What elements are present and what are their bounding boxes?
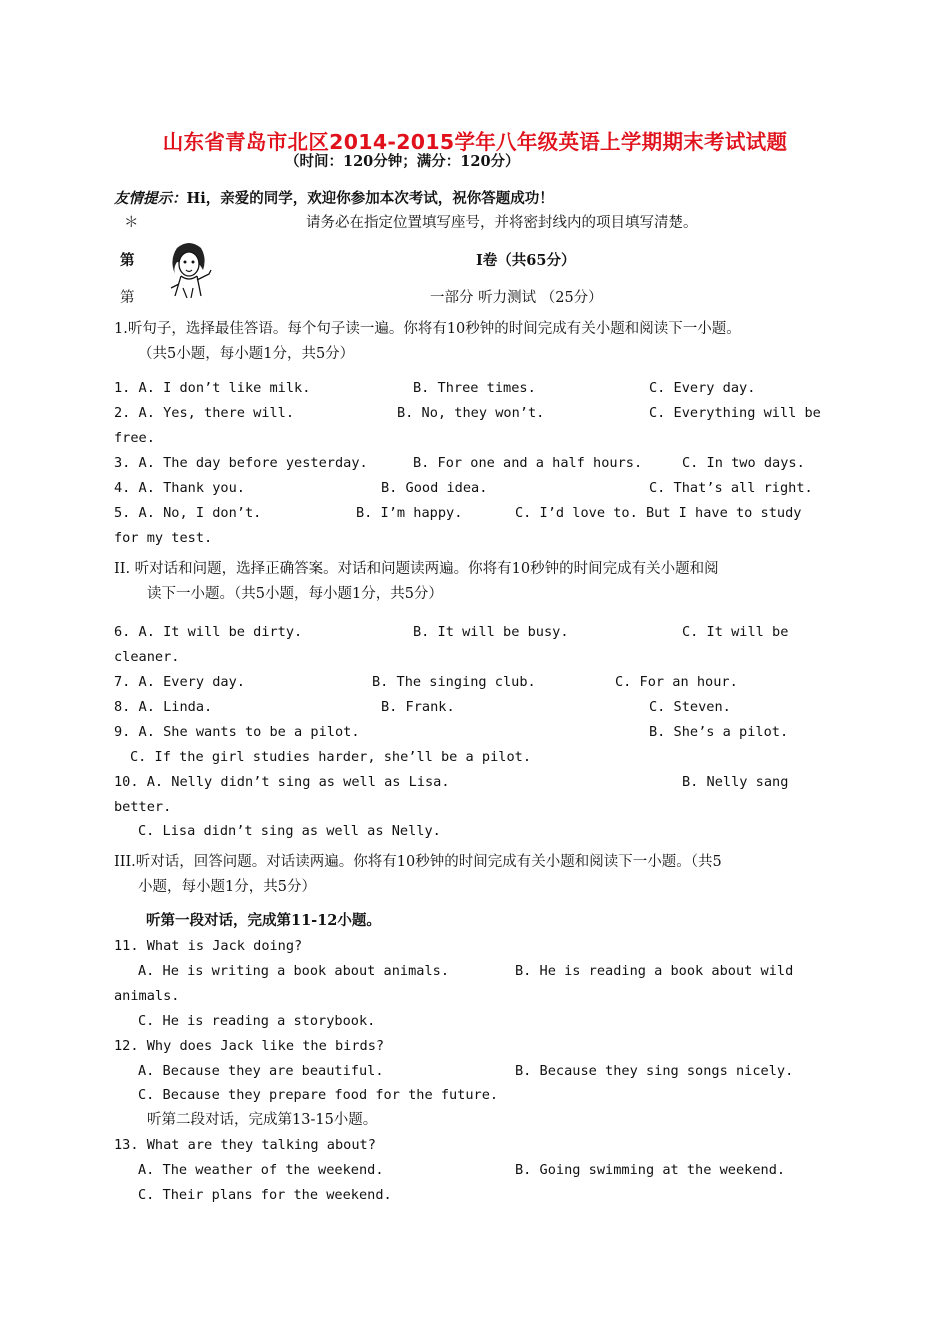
q7-option-b: B. The singing club. xyxy=(372,674,536,690)
seat-note: 请务必在指定位置填写座号，并将密封线内的项目填写清楚。 xyxy=(306,215,698,231)
q9-option-c: C. If the girl studies harder, she’ll be a pilot. xyxy=(130,749,532,765)
q10-option-a: 10. A. Nelly didn’t sing as well as Lisa. xyxy=(114,774,450,790)
q1-option-a: 1. A. I don’t like milk. xyxy=(114,380,311,396)
star-marker: ＊ xyxy=(124,215,139,231)
q12-stem: 12. Why does Jack like the birds? xyxy=(114,1038,385,1054)
q3-option-b: B. For one and a half hours. xyxy=(413,455,643,471)
q12-option-a: A. Because they are beautiful. xyxy=(138,1063,384,1079)
q11-stem: 11. What is Jack doing? xyxy=(114,938,303,954)
cartoon-girl-image xyxy=(163,240,215,298)
q8-option-a: 8. A. Linda. xyxy=(114,699,213,715)
section3-instruction: III.听对话，回答问题。对话读两遍。你将有10秒钟的时间完成有关小题和阅读下一小题。（共5 xyxy=(114,854,722,870)
q11-option-b-cont: animals. xyxy=(114,988,180,1004)
q1-option-c: C. Every day. xyxy=(649,380,756,396)
q2-option-c-cont: free. xyxy=(114,430,155,446)
q13-stem: 13. What are they talking about? xyxy=(114,1137,376,1153)
q7-option-c: C. For an hour. xyxy=(615,674,738,690)
q6-option-c: C. It will be xyxy=(682,624,789,640)
q6-option-c-cont: cleaner. xyxy=(114,649,180,665)
q8-option-c: C. Steven. xyxy=(649,699,731,715)
q12-option-c: C. Because they prepare food for the future. xyxy=(138,1087,499,1103)
friendly-tip xyxy=(114,190,554,208)
exam-title: 山东省青岛市北区2014-2015学年八年级英语上学期期末考试试题 xyxy=(162,130,788,154)
q4-option-a: 4. A. Thank you. xyxy=(114,480,245,496)
q9-option-a: 9. A. She wants to be a pilot. xyxy=(114,724,360,740)
q8-option-b: B. Frank. xyxy=(381,699,455,715)
q10-option-b-cont: better. xyxy=(114,799,172,815)
q13-option-c: C. Their plans for the weekend. xyxy=(138,1187,392,1203)
q2-option-c: C. Everything will be xyxy=(649,405,821,421)
q5-option-a: 5. A. No, I don’t. xyxy=(114,505,262,521)
tip-text: Hi，亲爱的同学，欢迎你参加本次考试，祝你答题成功！ xyxy=(186,190,554,207)
section1-instruction: 1.听句子，选择最佳答语。每个句子读一遍。你将有10秒钟的时间完成有关小题和阅读下一小题。 xyxy=(114,321,741,337)
q13-option-a: A. The weather of the weekend. xyxy=(138,1162,384,1178)
q10-option-b: B. Nelly sang xyxy=(682,774,789,790)
section1-instruction-cont: （共5小题，每小题1分，共5分） xyxy=(138,346,355,362)
q1-option-b: B. Three times. xyxy=(413,380,536,396)
volume-di: 第 xyxy=(120,252,135,269)
dialog2-heading: 听第二段对话，完成第13-15小题。 xyxy=(147,1112,378,1128)
section2-instruction-cont: 读下一小题。（共5小题，每小题1分，共5分） xyxy=(147,586,443,602)
exam-time-info: （时间：120分钟；满分：120分） xyxy=(285,153,520,170)
q6-option-b: B. It will be busy. xyxy=(413,624,569,640)
q2-option-b: B. No, they won’t. xyxy=(397,405,545,421)
q5-option-c: C. I’d love to. But I have to study xyxy=(515,505,802,521)
q2-option-a: 2. A. Yes, there will. xyxy=(114,405,295,421)
q12-option-b: B. Because they sing songs nicely. xyxy=(515,1063,794,1079)
section2-instruction: II. 听对话和问题，选择正确答案。对话和问题读两遍。你将有10秒钟的时间完成有关小题和阅 xyxy=(114,561,719,577)
q4-option-b: B. Good idea. xyxy=(381,480,488,496)
q6-option-a: 6. A. It will be dirty. xyxy=(114,624,303,640)
q10-option-c: C. Lisa didn’t sing as well as Nelly. xyxy=(138,823,441,839)
q9-option-b: B. She’s a pilot. xyxy=(649,724,789,740)
volume-title: I卷（共65分） xyxy=(476,252,576,269)
part-title: 一部分 听力测试 （25分） xyxy=(430,290,603,306)
q5-option-c-cont: for my test. xyxy=(114,530,213,546)
q3-option-c: C. In two days. xyxy=(682,455,805,471)
q7-option-a: 7. A. Every day. xyxy=(114,674,245,690)
q11-option-b: B. He is reading a book about wild xyxy=(515,963,794,979)
q5-option-b: B. I’m happy. xyxy=(356,505,463,521)
q3-option-a: 3. A. The day before yesterday. xyxy=(114,455,368,471)
section3-instruction-cont: 小题，每小题1分，共5分） xyxy=(138,879,316,895)
part-di: 第 xyxy=(120,290,135,306)
q4-option-c: C. That’s all right. xyxy=(649,480,813,496)
q11-option-a: A. He is writing a book about animals. xyxy=(138,963,449,979)
q13-option-b: B. Going swimming at the weekend. xyxy=(515,1162,786,1178)
q11-option-c: C. He is reading a storybook. xyxy=(138,1013,376,1029)
tip-label: 友情提示： xyxy=(114,190,187,207)
dialog1-heading: 听第一段对话，完成第11-12小题。 xyxy=(146,912,381,929)
